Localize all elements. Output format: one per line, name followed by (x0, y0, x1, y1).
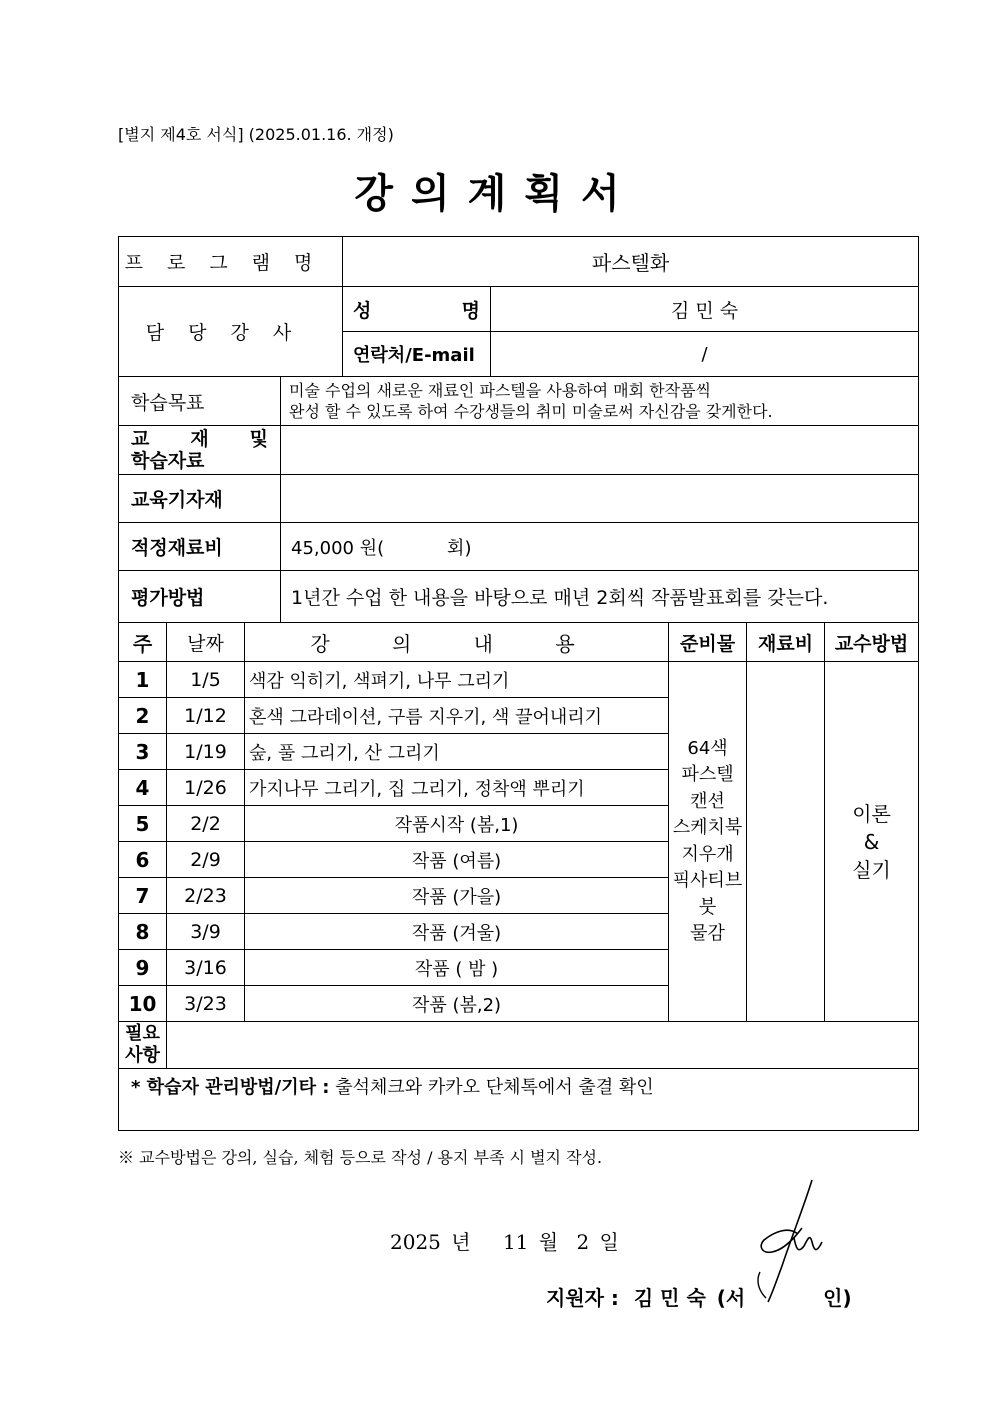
week-cell: 9 (119, 950, 167, 986)
contact-value[interactable]: / (491, 332, 919, 377)
objective-line1: 미술 수업의 새로운 재료인 파스텔을 사용하여 매회 한작품씩 (289, 381, 712, 400)
materials-label (119, 426, 281, 475)
content-cell[interactable]: 작품시작 (봄,1) (245, 806, 669, 842)
management-label: * 학습자 관리방법/기타 : (131, 1077, 330, 1098)
date-cell: 3/9 (167, 914, 245, 950)
week-cell: 3 (119, 734, 167, 770)
prep-item: 파스텔 (681, 764, 734, 785)
week-cell: 8 (119, 914, 167, 950)
date-cell: 2/9 (167, 842, 245, 878)
week-cell: 10 (119, 986, 167, 1022)
schedule (119, 623, 919, 1022)
objective-line2: 완성 할 수 있도록 하여 수강생들의 취미 미술로써 자신감을 갖게한다. (289, 402, 773, 421)
content-cell[interactable]: 숲, 풀 그리기, 산 그리기 (245, 734, 669, 770)
year: 2025 (390, 1230, 441, 1254)
materials-label-line1: 교 재 및 (131, 428, 268, 450)
week-cell: 6 (119, 842, 167, 878)
required-label-line2: 사항 (125, 1045, 160, 1066)
week-cell: 4 (119, 770, 167, 806)
program-label: 프로그램명 (119, 237, 343, 287)
prep-cell[interactable] (669, 662, 747, 1022)
signature-icon (752, 1176, 832, 1304)
content-cell[interactable]: 가지나무 그리기, 집 그리기, 정착액 뿌리기 (245, 770, 669, 806)
week-cell: 1 (119, 662, 167, 698)
page-title: 강의계획서 (354, 171, 638, 217)
plan-table (118, 236, 919, 1131)
method-line: 이론 (852, 801, 891, 826)
year-unit: 년 (451, 1230, 471, 1254)
prep-item: 64색 (687, 737, 728, 759)
date-cell: 1/19 (167, 734, 245, 770)
instructor-label: 담당강사 (119, 287, 343, 377)
objective-value[interactable] (281, 377, 919, 426)
content-cell[interactable]: 색감 익히기, 색펴기, 나무 그리기 (245, 662, 669, 698)
content-cell[interactable]: 혼색 그라데이션, 구름 지우기, 색 끌어내리기 (245, 698, 669, 734)
prep-item: 지우개 (681, 843, 734, 865)
seal-close: 인) (823, 1286, 852, 1310)
name-value[interactable]: 김 민 숙 (491, 287, 919, 332)
date-line (390, 1226, 623, 1255)
management-cell[interactable] (119, 1069, 919, 1131)
table-row (119, 662, 919, 698)
date-cell: 1/12 (167, 698, 245, 734)
management-value: 출석체크와 카카오 단체톡에서 출결 확인 (335, 1077, 654, 1098)
date-cell: 2/23 (167, 878, 245, 914)
content-cell[interactable]: 작품 (봄,2) (245, 986, 669, 1022)
method-cell[interactable] (825, 662, 919, 1022)
required-label (119, 1022, 167, 1069)
date-cell: 3/23 (167, 986, 245, 1022)
method-line: & (863, 829, 880, 854)
week-header: 주 (119, 623, 167, 662)
method-header: 교수방법 (825, 623, 919, 662)
applicant-name: 김 민 숙 (633, 1286, 706, 1310)
materials-value[interactable] (281, 426, 919, 475)
form-number: [별지 제4호 서식] (2025.01.16. 개정) (118, 125, 394, 144)
content-cell[interactable]: 작품 (가을) (245, 878, 669, 914)
date-cell: 1/26 (167, 770, 245, 806)
day-unit: 일 (599, 1230, 619, 1254)
day: 2 (576, 1230, 590, 1254)
content-cell[interactable]: 작품 (여름) (245, 842, 669, 878)
program-value[interactable]: 파스텔화 (343, 237, 919, 287)
objective-label: 학습목표 (119, 377, 281, 426)
applicant-label: 지원자 : (546, 1286, 619, 1310)
week-cell: 2 (119, 698, 167, 734)
prep-item: 스케치북 (672, 817, 743, 838)
name-label: 성 명 (343, 287, 491, 332)
prep-item: 물감 (690, 923, 725, 944)
content-cell[interactable]: 작품 (겨울) (245, 914, 669, 950)
prep-item: 붓 (698, 896, 717, 918)
fee-label: 적정재료비 (119, 523, 281, 571)
date-cell: 3/16 (167, 950, 245, 986)
equipment-value[interactable] (281, 475, 919, 523)
prep-header: 준비물 (669, 623, 747, 662)
required-label-line1: 필요 (125, 1023, 160, 1044)
week-cell: 5 (119, 806, 167, 842)
evaluation-value[interactable]: 1년간 수업 한 내용을 바탕으로 매년 2회씩 작품발표회를 갖는다. (281, 571, 919, 623)
month: 11 (502, 1230, 529, 1254)
date-header: 날짜 (167, 623, 245, 662)
content-header: 강 의 내 용 (245, 623, 669, 662)
fee-header: 재료비 (747, 623, 825, 662)
content-cell[interactable]: 작품 ( 밤 ) (245, 950, 669, 986)
date-cell: 1/5 (167, 662, 245, 698)
contact-label: 연락처/E-mail (343, 332, 491, 377)
method-line: 실기 (852, 857, 891, 882)
prep-item: 픽사티브 (672, 870, 743, 891)
footer-note: ※ 교수방법은 강의, 실습, 체험 등으로 작성 / 용지 부족 시 별지 작성. (118, 1148, 603, 1167)
week-cell: 7 (119, 878, 167, 914)
materials-label-line2: 학습자료 (131, 450, 205, 472)
fee-cell[interactable] (747, 662, 825, 1022)
fee-value[interactable]: 45,000 원( 회) (281, 523, 919, 571)
seal-open: (서 (716, 1286, 746, 1310)
required-value[interactable] (167, 1022, 919, 1069)
equipment-label: 교육기자재 (119, 475, 281, 523)
date-cell: 2/2 (167, 806, 245, 842)
prep-item: 캔션 (690, 790, 725, 812)
evaluation-label: 평가방법 (119, 571, 281, 623)
month-unit: 월 (538, 1230, 559, 1254)
